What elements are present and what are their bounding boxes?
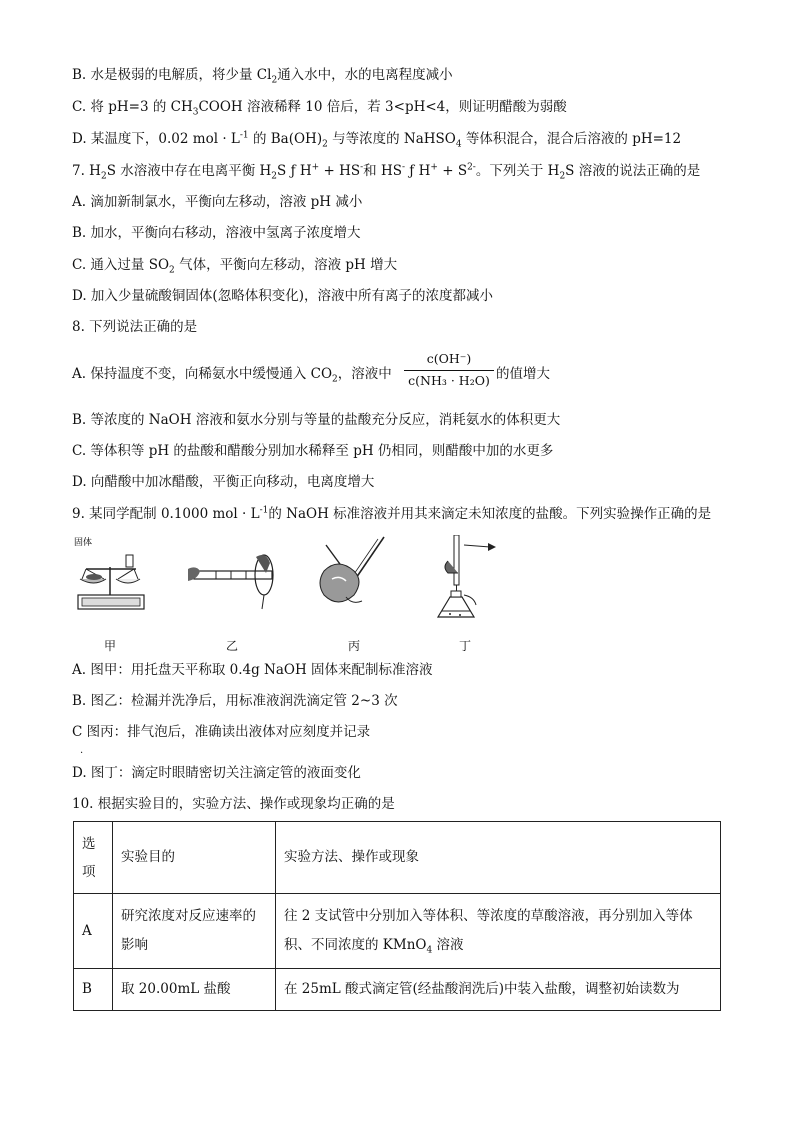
titration-illustration — [430, 535, 510, 625]
table-row — [74, 894, 721, 969]
q7-option-c: C. 通入过量 $SO_2$ 气体，平衡向左移动，溶液 pH 增大 — [72, 257, 398, 276]
figure-label-yi: 乙 — [226, 639, 239, 653]
table-header-row — [74, 822, 721, 894]
q7-option-b: B. 加水，平衡向右移动，溶液中氢离子浓度增大 — [72, 225, 361, 241]
figure-label-ding: 丁 — [459, 639, 472, 653]
q8-fraction — [404, 351, 494, 391]
header-purpose: 实验目的 — [113, 822, 276, 894]
experiment-table — [73, 821, 721, 1011]
row-a-option: A — [74, 894, 113, 969]
q9-stem: 9. 某同学配制 0.1000 mol · $L^{-1}$的 NaOH 标准溶液并用其来滴定未知浓度的盐酸。下列实验操作正确的是 — [72, 505, 712, 522]
q8-option-b: B. 等浓度的 NaOH 溶液和氨水分别与等量的盐酸充分反应，消耗氨水的体积更大 — [72, 412, 561, 428]
q7-option-a: A. 滴加新制氯水，平衡向左移动，溶液 pH 减小 — [72, 194, 363, 210]
q9-option-c: C 图丙：排气泡后，准确读出液体对应刻度并记录 — [72, 724, 371, 740]
q8-stem: 8. 下列说法正确的是 — [72, 319, 198, 335]
figure-titration — [430, 535, 510, 625]
header-option: 选 项 — [74, 822, 113, 894]
q7-option-d: D. 加入少量硫酸铜固体(忽略体积变化)，溶液中所有离子的浓度都减小 — [72, 288, 493, 304]
header-method: 实验方法、操作或现象 — [276, 822, 721, 894]
row-b-method: 在 25mL 酸式滴定管(经盐酸润洗后)中装入盐酸，调整初始读数为 — [276, 969, 721, 1011]
row-b-option: B — [74, 969, 113, 1011]
figure-label-jia: 甲 — [104, 639, 117, 653]
q9-option-a: A. 图甲：用托盘天平称取 0.4g NaOH 固体来配制标准溶液 — [72, 662, 433, 678]
q9-option-c-dot: . — [80, 745, 84, 756]
fraction-numerator: c(OH⁻) — [426, 351, 472, 366]
figure-burette-rinse — [186, 535, 286, 615]
q6-option-d: D. 某温度下，0.02 mol · $L^{-1}$ 的 $Ba(OH)_2$ 与等浓度的 NaHSO$_4$ 等体积混合，混合后溶液的 pH=12 — [72, 130, 682, 150]
solid-label: 固体 — [74, 538, 93, 548]
fraction-denominator: c(NH₃ · H₂O) — [408, 373, 490, 388]
balance-illustration — [72, 535, 152, 615]
table-row — [74, 969, 721, 1011]
figure-bubble-removal — [318, 535, 388, 615]
q8-option-c: C. 等体积等 pH 的盐酸和醋酸分别加水稀释至 pH 仍相同，则醋酸中加的水更多 — [72, 443, 554, 459]
fraction-bar — [404, 370, 494, 371]
q8-option-a: A. 保持温度不变，向稀氨水中缓慢通入 $CO_2$，溶液中 — [72, 366, 392, 385]
row-a-method: 往 2 支试管中分别加入等体积、等浓度的草酸溶液，再分别加入等体 积、不同浓度的 KMnO$_4$ 溶液 — [276, 894, 721, 969]
row-b-purpose: 取 20.00mL 盐酸 — [113, 969, 276, 1011]
bubble-removal-illustration — [318, 535, 388, 615]
figure-balance — [72, 535, 152, 615]
figure-label-bing: 丙 — [348, 639, 361, 653]
burette-rinse-illustration — [186, 535, 286, 615]
q8-option-d: D. 向醋酸中加冰醋酸，平衡正向移动，电离度增大 — [72, 474, 375, 490]
q10-stem: 10. 根据实验目的，实验方法、操作或现象均正确的是 — [72, 796, 395, 812]
q9-option-d: D. 图丁：滴定时眼睛密切关注滴定管的液面变化 — [72, 765, 361, 781]
row-a-purpose: 研究浓度对反应速率的 影响 — [113, 894, 276, 969]
q8-option-a-tail: 的值增大 — [496, 366, 550, 382]
q7-stem: 7. $H_2S$ 水溶液中存在电离平衡 $H_2S$ ƒ H+ + HS-和 HS- ƒ $H^+ + S^{2-}$。下列关于 $H_2S$ 溶液的说法正确的是 — [72, 162, 701, 182]
q9-option-b: B. 图乙：检漏并洗净后，用标准液润洗滴定管 2~3 次 — [72, 693, 398, 709]
q6-option-c: C. 将 pH=3 的 $CH_3COOH$ 溶液稀释 10 倍后，若 3<pH<4，则证明醋酸为弱酸 — [72, 99, 567, 118]
q6-option-b: B. 水是极弱的电解质，将少量 $Cl_2$通入水中，水的电离程度减小 — [72, 67, 453, 86]
